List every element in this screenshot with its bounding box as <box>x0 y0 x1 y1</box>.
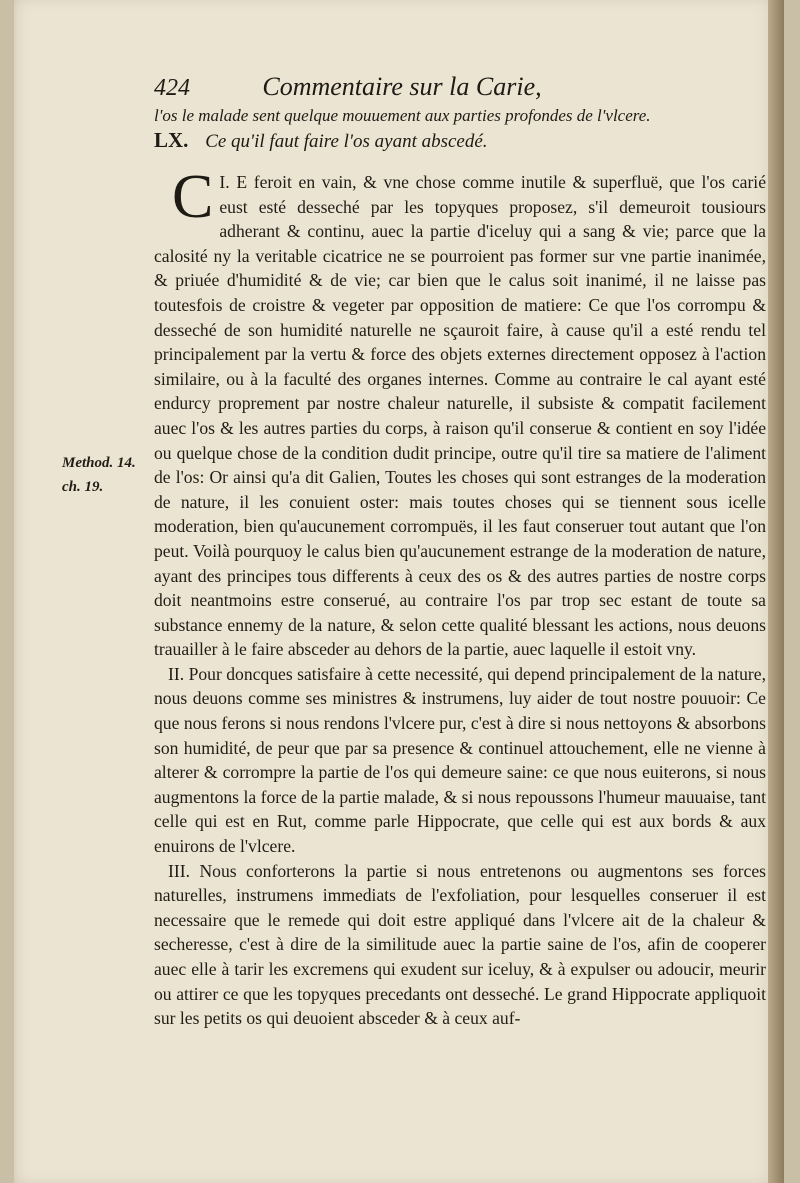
running-head: Commentaire sur la Carie, <box>262 72 542 101</box>
paragraph-2 <box>154 662 766 859</box>
page-number: 424 <box>154 75 190 101</box>
page-header <box>154 72 624 102</box>
section-heading <box>154 128 764 153</box>
paragraph-number: II. <box>168 663 185 684</box>
paragraph-text: Nous conforterons la partie si nous entretenons ou augmentons ses forces naturelles, instrumens immediats de l'exfoliation, pour lesquelles conseruer il est necessaire que le remede qui doit estre appliqué dans l'vlcere ait de la chaleur & secheresse, c'est à dire de la similitude auec la partie saine de l'os, afin de cooperer auec elle à tarir les excremens qui exudent sur iceluy, & à expulser ou adoucir, meurir ou attirer ce que les topyques precedants ont desseché. Le grand Hippocrate appliquoit sur les petits os qui deuoient absceder & à ceux auf- <box>154 860 766 1029</box>
section-title: Ce qu'il faut faire l'os ayant abscedé. <box>205 131 488 152</box>
paragraph-1 <box>154 163 766 662</box>
paragraph-text: Pour doncques satisfaire à cette necessité, qui depend principalement de la nature, nous deuons comme ses ministres & instrumens, luy aider de tout nostre pouuoir: Ce que nous ferons si nous rendons l'vlcere pur, c'est à dire si nous nettoyons & absorbons son humidité, de peur que par sa presence & continuel attouchement, elle ne vienne à alterer & corrompre la partie de l'os qui demeure saine: ce que nous euiterons, si nous augmentons la force de la partie malade, & si nous repoussons l'humeur mauuaise, tant celle qui est en Rut, comme parle Hippocrate, que celle qui est aux bords & aux enuirons de l'vlcere. <box>154 663 767 857</box>
drop-cap: C <box>172 163 214 231</box>
paragraph-text: E feroit en vain, & vne chose comme inutile & superfluë, que l'os carié eust esté desseché par les topyques proposez, s'il demeuroit tousiours adherant & continu, auec la partie d'iceluy qui a sang & vie; parce que la calosité ny la veritable cicatrice ne se pourroient pas former sur vne partie inanimée, & priuée d'humidité & de vie; car bien que le calus soit inanimé, il ne laisse pas toutesfois de croistre & vegeter par opposition de matiere: Ce que l'os corrompu & desseché de son humidité naturelle ne sçauroit faire, à cause qu'il a esté rendu tel principalement par la vertu & force des objets externes directement opposez à l'action similaire, ou à la faculté des organes internes. Comme au contraire le cal ayant esté endurcy proprement par nostre chaleur naturelle, il subsiste & compatit facilement auec l'os & les autres parties du corps, à raison qu'il conserue & contient en soy l'idée ou quelque chose de la condition dudit principe, outre qu'il tire sa matiere de l'aliment de l'os: Or ainsi qu'a dit Galien, Toutes les choses qui sont estranges de la moderation de nature, il les conuient oster: mais toutes choses qui se tiennent sous icelle moderation, bien qu'aucunement corrompuës, il les faut conseruer tout autant que l'on peut. Voilà pourquoy le calus bien qu'aucunement estrange de la moderation de nature, ayant des principes tous differents à ceux des os & des autres parties de nostre corps doit neantmoins estre conserué, au contraire l'os par trop sec estant de toute sa substance ennemy de la nature, & selon cette qualité blessant les actions, nous deuons trauailler à le faire absceder au dehors de la partie, auec laquelle il estoit vny. <box>154 172 766 660</box>
paragraph-number: III. <box>168 860 190 881</box>
binding-gutter <box>768 0 784 1183</box>
body-text <box>154 163 767 1031</box>
paragraph-number: I. <box>219 172 230 192</box>
section-number: LX. <box>154 128 189 152</box>
margin-note-method: Method. 14. <box>62 455 136 471</box>
paragraph-3 <box>154 859 766 1031</box>
continued-line: l'os le malade sent quelque mouuement aux parties profondes de l'vlcere. <box>154 106 651 125</box>
margin-note-chapter: ch. 19. <box>62 479 104 495</box>
